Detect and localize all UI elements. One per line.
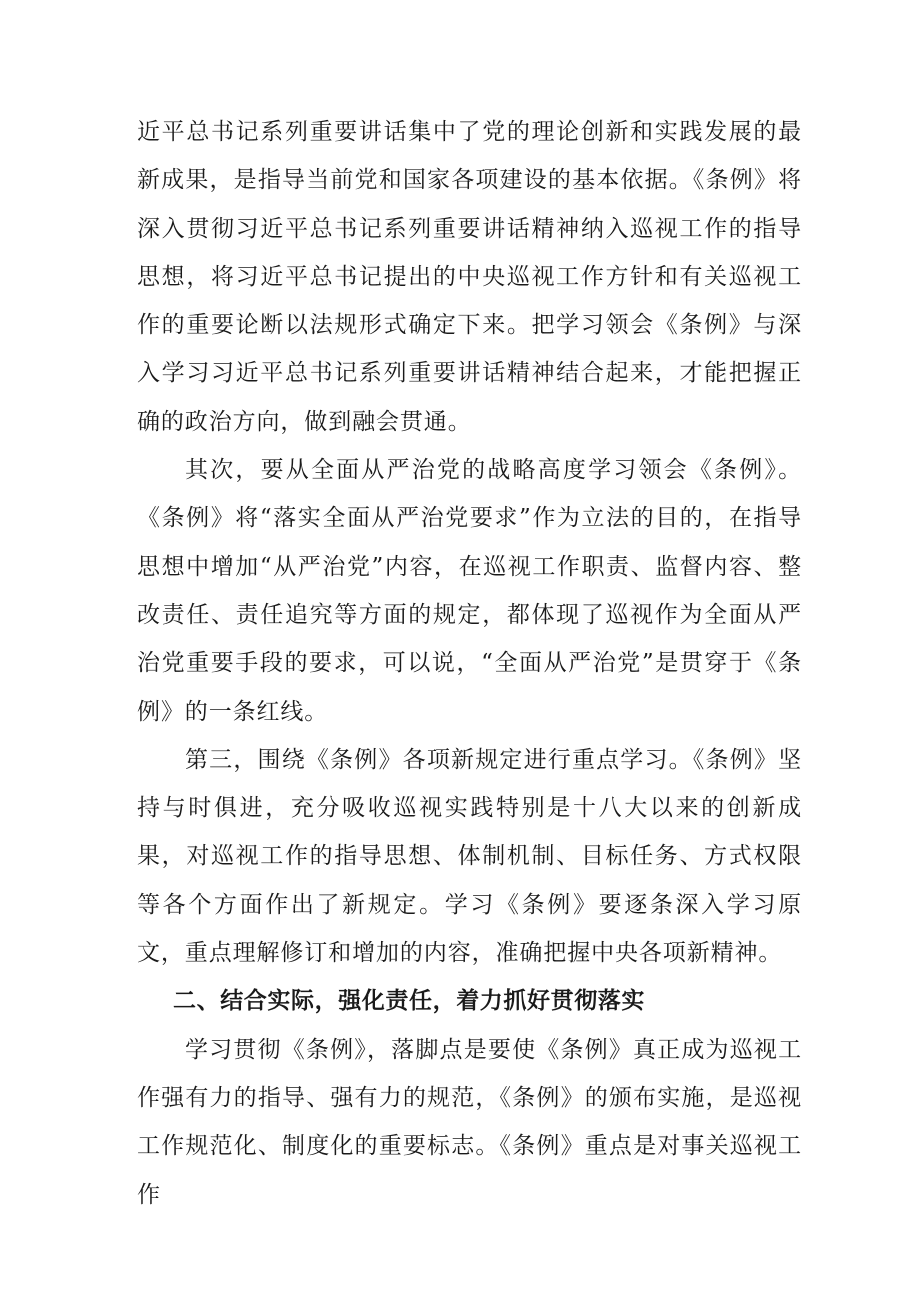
document-body <box>137 108 802 1219</box>
paragraph-second-point: 其次，要从全面从严治党的战略高度学习领会《条例》。《条例》将“落实全面从严治党要求”作为立法的目的，在指导思想中增加“从严治党”内容，在巡视工作职责、监督内容、整改责任、责任追究等方面的规定，都体现了巡视作为全面从严治党重要手段的要求，可以说，“全面从严治党”是贯穿于《条例》的一条红线。 <box>137 457 802 725</box>
paragraph-third-point: 第三，围绕《条例》各项新规定进行重点学习。《条例》坚持与时俱进，充分吸收巡视实践特别是十八大以来的创新成果，对巡视工作的指导思想、体制机制、目标任务、方式权限等各个方面作出了新规定。学习《条例》要逐条深入学习原文，重点理解修订和增加的内容，准确把握中央各项新精神。 <box>137 746 802 967</box>
section-heading: 二、结合实际，强化责任，着力抓好贯彻落实 <box>173 988 645 1015</box>
paragraph-continuation: 近平总书记系列重要讲话集中了党的理论创新和实践发展的最新成果，是指导当前党和国家各项建设的基本依据。《条例》将深入贯彻习近平总书记系列重要讲话精神纳入巡视工作的指导思想，将习近平总书记提出的中央巡视工作方针和有关巡视工作的重要论断以法规形式确定下来。把学习领会《条例》与深入学习习近平总书记系列重要讲话精神结合起来，才能把握正确的政治方向，做到融会贯通。 <box>137 119 802 435</box>
paragraph-implementation: 学习贯彻《条例》，落脚点是要使《条例》真正成为巡视工作强有力的指导、强有力的规范，《条例》的颁布实施，是巡视工作规范化、制度化的重要标志。《条例》重点是对事关巡视工作 <box>137 1036 802 1208</box>
